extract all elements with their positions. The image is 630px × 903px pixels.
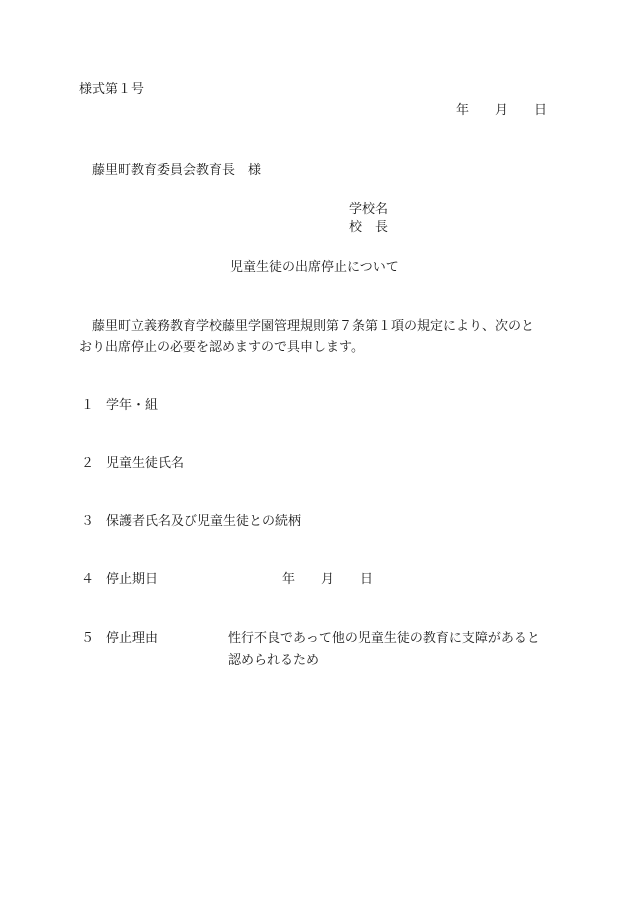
principal-label: 校 長 xyxy=(349,220,389,235)
item-number: ３ xyxy=(81,514,95,529)
item-label: 保護者氏名及び児童生徒との続柄 xyxy=(106,514,302,529)
item-label: 停止理由 xyxy=(106,631,159,646)
item-label: 児童生徒氏名 xyxy=(106,456,185,471)
stop-date-value: 年 月 日 xyxy=(282,572,374,587)
addressee: 藤里町教育委員会教育長 様 xyxy=(92,163,262,178)
stop-reason-line-2: 認められるため xyxy=(228,653,320,668)
item-number: ５ xyxy=(81,631,95,646)
item-label: 停止期日 xyxy=(106,572,159,587)
item-label: 学年・組 xyxy=(106,398,159,413)
document-title: 児童生徒の出席停止について xyxy=(230,260,399,275)
form-number: 様式第１号 xyxy=(79,82,145,97)
body-line-2: おり出席停止の必要を認めますので具申します。 xyxy=(79,340,364,355)
item-number: ４ xyxy=(81,572,95,587)
stop-reason-line-1: 性行不良であって他の児童生徒の教育に支障があると xyxy=(228,631,540,646)
school-name-label: 学校名 xyxy=(349,202,389,217)
item-number: １ xyxy=(81,398,95,413)
body-line-1: 藤里町立義務教育学校藤里学園管理規則第７条第１項の規定により、次のと xyxy=(92,319,535,334)
item-number: ２ xyxy=(81,456,95,471)
date-line: 年 月 日 xyxy=(456,103,548,118)
